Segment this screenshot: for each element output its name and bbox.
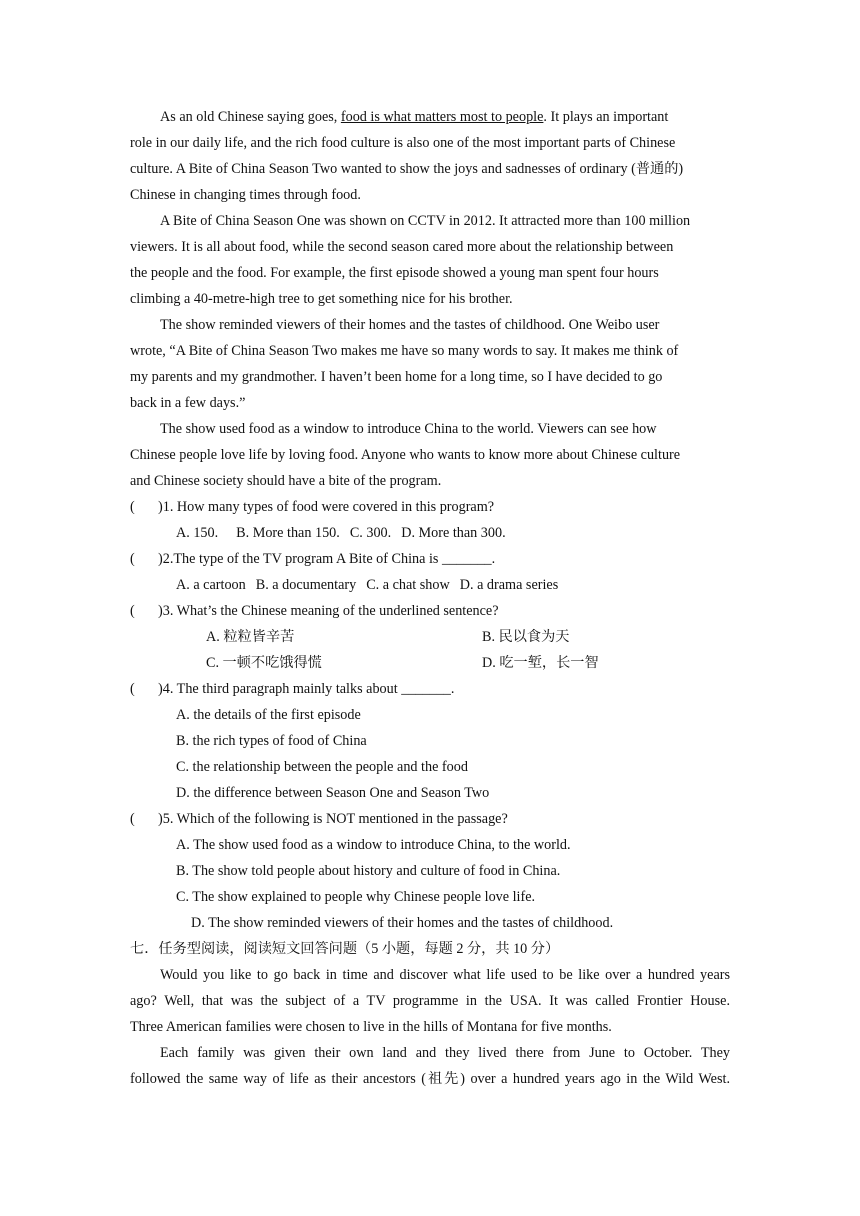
option-a: A. 150. — [176, 525, 219, 541]
passage-line: Would you like to go back in time and discover what life used to be like over a hundred years — [160, 967, 730, 983]
passage-line: viewers. It is all about food, while the second season cared more about the relationship between — [130, 239, 674, 255]
passage-line: A Bite of China Season One was shown on CCTV in 2012. It attracted more than 100 million — [160, 213, 691, 229]
option-b: B. The show told people about history and culture of food in China. — [176, 863, 561, 879]
option-d: D. More than 300. — [401, 525, 506, 541]
question-text: )4. The third paragraph mainly talks about _______. — [158, 681, 455, 697]
passage-line: Each family was given their own land and they lived there from June to October. They — [160, 1045, 730, 1061]
option-c: C. 300. — [349, 525, 392, 541]
passage-line: Chinese in changing times through food. — [130, 187, 361, 203]
question-1-options — [130, 520, 730, 546]
option-a: A. 粒粒皆辛苦 — [206, 629, 295, 645]
question-text: )3. What’s the Chinese meaning of the underlined sentence? — [158, 603, 499, 619]
question-5 — [130, 806, 730, 832]
passage-line: followed the same way of life as their ancestors (祖先) over a hundred years ago in the Wild West. — [130, 1071, 730, 1087]
passage-line: ago? Well, that was the subject of a TV programme in the USA. It was called Frontier House. — [130, 993, 730, 1009]
passage-line: the people and the food. For example, the first episode showed a young man spent four hours — [130, 265, 659, 281]
passage-line: role in our daily life, and the rich food culture is also one of the most important parts of Chinese — [130, 135, 676, 151]
passage-line: Three American families were chosen to live in the hills of Montana for five months. — [130, 1019, 612, 1035]
passage-line: back in a few days.” — [130, 395, 246, 411]
option-c: C. a chat show — [366, 577, 450, 593]
option-c: C. the relationship between the people and the food — [176, 759, 468, 775]
section-heading: 七．任务型阅读，阅读短文回答问题（5 小题，每题 2 分，共 10 分） — [130, 941, 560, 957]
document-content — [130, 104, 730, 1092]
text: As an old Chinese saying goes, — [160, 109, 341, 125]
option-b: B. a documentary — [255, 577, 357, 593]
question-1 — [130, 494, 730, 520]
question-3-options-row-2 — [130, 650, 730, 676]
passage-line: The show used food as a window to introduce China to the world. Viewers can see how — [160, 421, 657, 437]
option-c: C. The show explained to people why Chinese people love life. — [176, 889, 536, 905]
question-text: )5. Which of the following is NOT mentioned in the passage? — [158, 811, 508, 827]
answer-blank[interactable]: ( — [130, 499, 135, 515]
question-4 — [130, 676, 730, 702]
passage-line: culture. A Bite of China Season Two wanted to show the joys and sadnesses of ordinary (普通的) — [130, 161, 684, 177]
question-text: )1. How many types of food were covered in this program? — [158, 499, 495, 515]
option-d: D. the difference between Season One and Season Two — [176, 785, 490, 801]
option-b: B. 民以食为天 — [482, 629, 570, 645]
answer-blank[interactable]: ( — [130, 681, 135, 697]
option-a: A. the details of the first episode — [176, 707, 361, 723]
question-3-options-row-1 — [130, 624, 730, 650]
answer-blank[interactable]: ( — [130, 551, 135, 567]
option-a: A. The show used food as a window to introduce China, to the world. — [176, 837, 571, 853]
passage-line — [130, 104, 730, 130]
option-d: D. 吃一堑，长一智 — [482, 655, 599, 671]
passage-line: wrote, “A Bite of China Season Two makes me have so many words to say. It makes me think of — [130, 343, 679, 359]
question-3 — [130, 598, 730, 624]
option-b: B. More than 150. — [236, 525, 340, 541]
option-d: D. a drama series — [459, 577, 559, 593]
passage-line: my parents and my grandmother. I haven’t been home for a long time, so I have decided to go — [130, 369, 663, 385]
question-2-options — [130, 572, 730, 598]
option-c: C. 一顿不吃饿得慌 — [206, 655, 322, 671]
answer-blank[interactable]: ( — [130, 811, 135, 827]
question-text: )2.The type of the TV program A Bite of China is _______. — [158, 551, 496, 567]
option-a: A. a cartoon — [176, 577, 246, 593]
passage-line: and Chinese society should have a bite of the program. — [130, 473, 442, 489]
text: . It plays an important — [543, 109, 669, 125]
passage-line: climbing a 40-metre-high tree to get something nice for his brother. — [130, 291, 513, 307]
passage-line: The show reminded viewers of their homes and the tastes of childhood. One Weibo user — [160, 317, 660, 333]
option-d: D. The show reminded viewers of their homes and the tastes of childhood. — [191, 915, 614, 931]
passage-line: Chinese people love life by loving food. Anyone who wants to know more about Chinese culture — [130, 447, 681, 463]
answer-blank[interactable]: ( — [130, 603, 135, 619]
underlined-sentence: food is what matters most to people — [340, 109, 544, 125]
question-2 — [130, 546, 730, 572]
option-b: B. the rich types of food of China — [176, 733, 367, 749]
